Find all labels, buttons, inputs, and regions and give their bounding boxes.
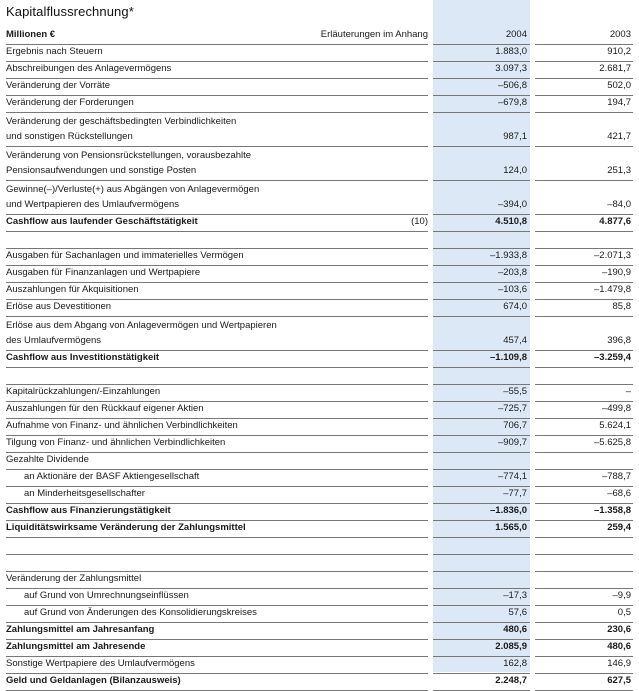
value-2004: 2.248,7	[495, 675, 527, 686]
row-label: Cashflow aus Finanzierungstätigkeit	[6, 505, 171, 516]
value-2003: –1.358,8	[594, 505, 631, 516]
row-label-line1: Veränderung von Pensionsrückstellungen, vorausbezahlte	[6, 150, 252, 161]
value-2004: –394,0	[497, 199, 527, 210]
row-label	[6, 182, 406, 212]
row-label: Sonstige Wertpapiere des Umlaufvermögens	[6, 658, 195, 669]
value-2004: –17,3	[503, 590, 527, 601]
row-label: an Minderheitsgesellschafter	[24, 488, 145, 499]
value-2003: 259,4	[607, 522, 631, 533]
value-2004: 1.883,0	[495, 46, 527, 57]
value-2003: 230,6	[607, 624, 631, 635]
row-label: Gezahlte Dividende	[6, 454, 89, 465]
notes-header: Erläuterungen im Anhang	[320, 29, 428, 40]
table-row	[0, 453, 639, 470]
value-2003: –1.479,8	[594, 284, 631, 295]
table-row	[0, 283, 639, 300]
table-row	[0, 419, 639, 436]
table-row	[0, 215, 639, 232]
table-row	[0, 589, 639, 606]
value-2003: 627,5	[607, 675, 631, 686]
table-row	[0, 640, 639, 657]
unit-header: Millionen €	[6, 29, 56, 40]
row-label: auf Grund von Umrechnungseinflüssen	[24, 590, 189, 601]
value-2003: 85,8	[612, 301, 631, 312]
row-label: Veränderung der Vorräte	[6, 80, 111, 91]
spacer-row	[0, 538, 639, 555]
value-2003: 396,8	[607, 335, 631, 346]
year-2004-header: 2004	[505, 29, 527, 40]
table-row	[0, 249, 639, 266]
row-label-line2: und Wertpapieren des Umlaufvermögens	[6, 199, 180, 210]
value-2003: –190,9	[601, 267, 631, 278]
value-2003: –84,0	[607, 199, 631, 210]
value-2003: 146,9	[607, 658, 631, 669]
value-2004: 706,7	[503, 420, 527, 431]
value-2004: –679,8	[497, 97, 527, 108]
row-label: Abschreibungen des Anlagevermögens	[6, 63, 172, 74]
row-label-line1: Erlöse aus dem Abgang von Anlagevermögen und Wertpapieren	[6, 320, 277, 331]
row-label: Kapitalrückzahlungen/-Einzahlungen	[6, 386, 161, 397]
value-2003: –2.071,3	[594, 250, 631, 261]
row-label: Erlöse aus Devestitionen	[6, 301, 112, 312]
row-label: Auszahlungen für Akquisitionen	[6, 284, 139, 295]
value-2004: 4.510,8	[495, 216, 527, 227]
value-2004: 57,6	[508, 607, 527, 618]
row-label	[6, 148, 406, 178]
table-row	[0, 436, 639, 453]
value-2004: 457,4	[503, 335, 527, 346]
value-2004: –774,1	[497, 471, 527, 482]
table-row	[0, 351, 639, 368]
row-label: Geld und Geldanlagen (Bilanzausweis)	[6, 675, 181, 686]
table-row	[0, 572, 639, 589]
table-row	[0, 147, 639, 181]
value-2004: –55,5	[503, 386, 527, 397]
value-2003: 194,7	[607, 97, 631, 108]
value-2003: –499,8	[601, 403, 631, 414]
value-2003: 4.877,6	[599, 216, 631, 227]
row-note-ref: (10)	[411, 216, 428, 227]
table-row	[0, 521, 639, 538]
value-2004: –1.933,8	[490, 250, 527, 261]
value-2004: 674,0	[503, 301, 527, 312]
value-2004: –103,6	[497, 284, 527, 295]
table-row	[0, 300, 639, 317]
value-2004: 1.565,0	[495, 522, 527, 533]
table-row	[0, 113, 639, 147]
value-2004: 162,8	[503, 658, 527, 669]
value-2003: 480,6	[607, 641, 631, 652]
table-row	[0, 181, 639, 215]
year-2003-header: 2003	[609, 29, 631, 40]
table-row	[0, 317, 639, 351]
row-label-line2: des Umlaufvermögens	[6, 335, 102, 346]
value-2003: –5.625,8	[594, 437, 631, 448]
value-2003: 502,0	[607, 80, 631, 91]
table-row	[0, 470, 639, 487]
table-row	[0, 623, 639, 640]
value-2003: –3.259,4	[594, 352, 631, 363]
table-row	[0, 487, 639, 504]
row-label	[6, 114, 406, 144]
spacer-row	[0, 368, 639, 385]
row-label-line1: Gewinne(–)/Verluste(+) aus Abgängen von Anlagevermögen	[6, 184, 260, 195]
table-row	[0, 45, 639, 62]
value-2003: 910,2	[607, 46, 631, 57]
row-label: Zahlungsmittel am Jahresende	[6, 641, 146, 652]
table-header	[0, 28, 639, 45]
row-label: an Aktionäre der BASF Aktiengesellschaft	[24, 471, 200, 482]
row-label: Tilgung von Finanz- und ähnlichen Verbindlichkeiten	[6, 437, 226, 448]
table-row	[0, 606, 639, 623]
table-row	[0, 674, 639, 691]
row-label: Ausgaben für Sachanlagen und immaterielles Vermögen	[6, 250, 244, 261]
row-label: Ausgaben für Finanzanlagen und Wertpapiere	[6, 267, 201, 278]
value-2004: 3.097,3	[495, 63, 527, 74]
value-2004: –203,8	[497, 267, 527, 278]
table-row	[0, 62, 639, 79]
value-2004: –909,7	[497, 437, 527, 448]
value-2004: 987,1	[503, 131, 527, 142]
value-2004: –1.836,0	[490, 505, 527, 516]
row-label: Veränderung der Forderungen	[6, 97, 134, 108]
cash-flow-table	[0, 28, 639, 691]
row-label-line2: Pensionsaufwendungen und sonstige Posten	[6, 165, 197, 176]
row-label: Veränderung der Zahlungsmittel	[6, 573, 142, 584]
table-row	[0, 402, 639, 419]
row-label: Ergebnis nach Steuern	[6, 46, 103, 57]
value-2004: –1.109,8	[490, 352, 527, 363]
row-label	[6, 318, 406, 348]
row-label: Aufnahme von Finanz- und ähnlichen Verbindlichkeiten	[6, 420, 238, 431]
table-row	[0, 79, 639, 96]
value-2003: –9,9	[612, 590, 631, 601]
table-row	[0, 266, 639, 283]
value-2003: –788,7	[601, 471, 631, 482]
row-label: Auszahlungen für den Rückkauf eigener Aktien	[6, 403, 204, 414]
value-2004: –506,8	[497, 80, 527, 91]
value-2004: 2.085,9	[495, 641, 527, 652]
row-label: Liquiditätswirksame Veränderung der Zahlungsmittel	[6, 522, 246, 533]
row-label: Zahlungsmittel am Jahresanfang	[6, 624, 155, 635]
row-label-line1: Veränderung der geschäftsbedingten Verbindlichkeiten	[6, 116, 237, 127]
value-2003: –	[625, 386, 631, 397]
page-title: Kapitalflussrechnung*	[6, 4, 134, 19]
row-label: auf Grund von Änderungen des Konsolidierungskreises	[24, 607, 257, 618]
value-2003: 421,7	[607, 131, 631, 142]
value-2003: –68,6	[607, 488, 631, 499]
row-label: Cashflow aus laufender Geschäftstätigkeit	[6, 216, 198, 227]
row-label-line2: und sonstigen Rückstellungen	[6, 131, 133, 142]
table-row	[0, 385, 639, 402]
value-2003: 0,5	[617, 607, 631, 618]
value-2004: –77,7	[503, 488, 527, 499]
row-label: Cashflow aus Investitionstätigkeit	[6, 352, 160, 363]
value-2004: 124,0	[503, 165, 527, 176]
value-2003: 251,3	[607, 165, 631, 176]
spacer-row	[0, 232, 639, 249]
value-2004: 480,6	[503, 624, 527, 635]
spacer-row	[0, 555, 639, 572]
table-row	[0, 96, 639, 113]
value-2004: –725,7	[497, 403, 527, 414]
value-2003: 2.681,7	[599, 63, 631, 74]
table-row	[0, 657, 639, 674]
table-row	[0, 504, 639, 521]
value-2003: 5.624,1	[599, 420, 631, 431]
